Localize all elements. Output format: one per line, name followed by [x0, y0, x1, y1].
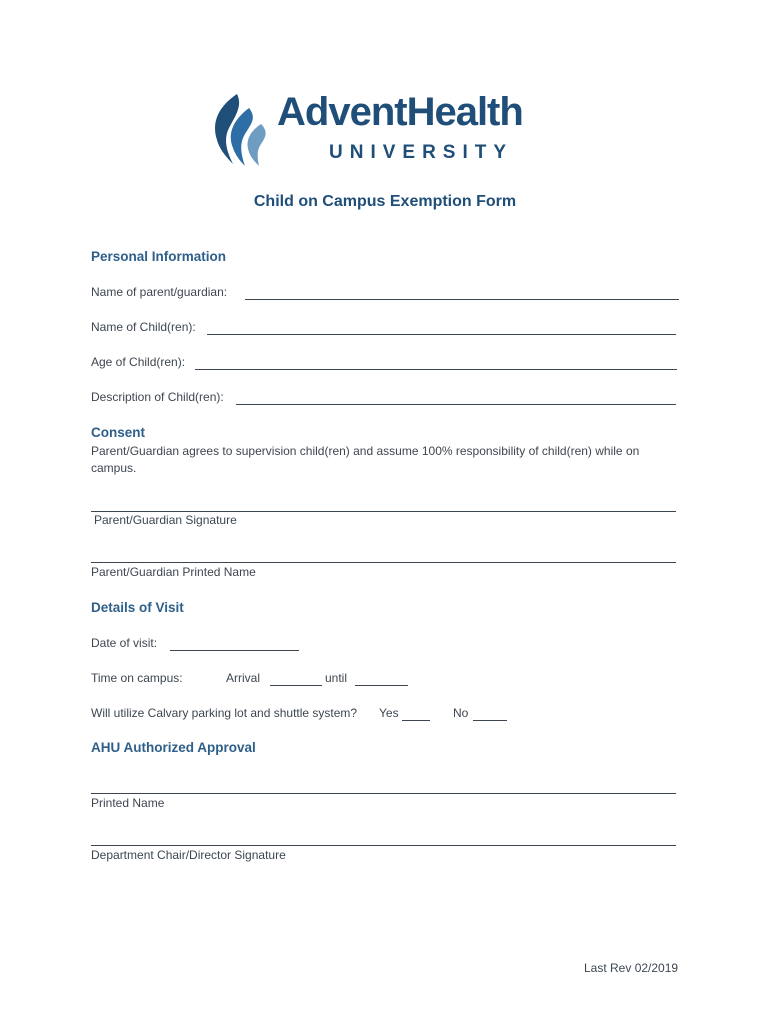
child-description-label: Description of Child(ren): — [91, 390, 224, 404]
departure-time-field[interactable] — [355, 685, 408, 686]
parking-no-label: No — [453, 706, 469, 720]
approver-signature-label: Department Chair/Director Signature — [91, 848, 286, 862]
parking-no-field[interactable] — [473, 720, 507, 721]
logo-wordmark: AdventHealth — [277, 90, 523, 134]
child-description-field[interactable] — [236, 404, 676, 405]
arrival-label: Arrival — [226, 671, 261, 685]
personal-information-heading: Personal Information — [91, 249, 227, 264]
parent-signature-field[interactable] — [91, 511, 676, 512]
time-on-campus-label: Time on campus: — [91, 671, 183, 685]
parent-name-field[interactable] — [245, 299, 679, 300]
child-name-label: Name of Child(ren): — [91, 320, 196, 334]
consent-text: Parent/Guardian agrees to supervision child(ren) and assume 100% responsibility of child(ren) while on campus. — [91, 444, 640, 475]
form-title: Child on Campus Exemption Form — [253, 193, 517, 210]
arrival-time-field[interactable] — [270, 685, 322, 686]
until-label: until — [325, 671, 348, 685]
approval-heading: AHU Authorized Approval — [91, 740, 256, 755]
parent-name-label: Name of parent/guardian: — [91, 285, 228, 299]
child-age-field[interactable] — [195, 369, 677, 370]
visit-details-heading: Details of Visit — [91, 600, 184, 615]
approver-signature-field[interactable] — [91, 845, 676, 846]
child-name-field[interactable] — [207, 334, 676, 335]
approver-printed-name-label: Printed Name — [91, 796, 165, 810]
visit-date-field[interactable] — [170, 650, 299, 651]
parking-question-label: Will utilize Calvary parking lot and shuttle system? — [91, 706, 358, 720]
child-age-label: Age of Child(ren): — [91, 355, 186, 369]
parking-yes-field[interactable] — [402, 720, 430, 721]
parent-signature-label: Parent/Guardian Signature — [94, 513, 237, 527]
parent-printed-name-field[interactable] — [91, 562, 676, 563]
logo-subtitle: UNIVERSITY — [329, 142, 514, 163]
parent-printed-name-label: Parent/Guardian Printed Name — [91, 565, 256, 579]
approver-printed-name-field[interactable] — [91, 793, 676, 794]
visit-date-label: Date of visit: — [91, 636, 158, 650]
logo-mark-icon — [207, 92, 269, 168]
consent-heading: Consent — [91, 425, 145, 440]
parking-yes-label: Yes — [379, 706, 399, 720]
revision-date: Last Rev 02/2019 — [584, 961, 679, 975]
